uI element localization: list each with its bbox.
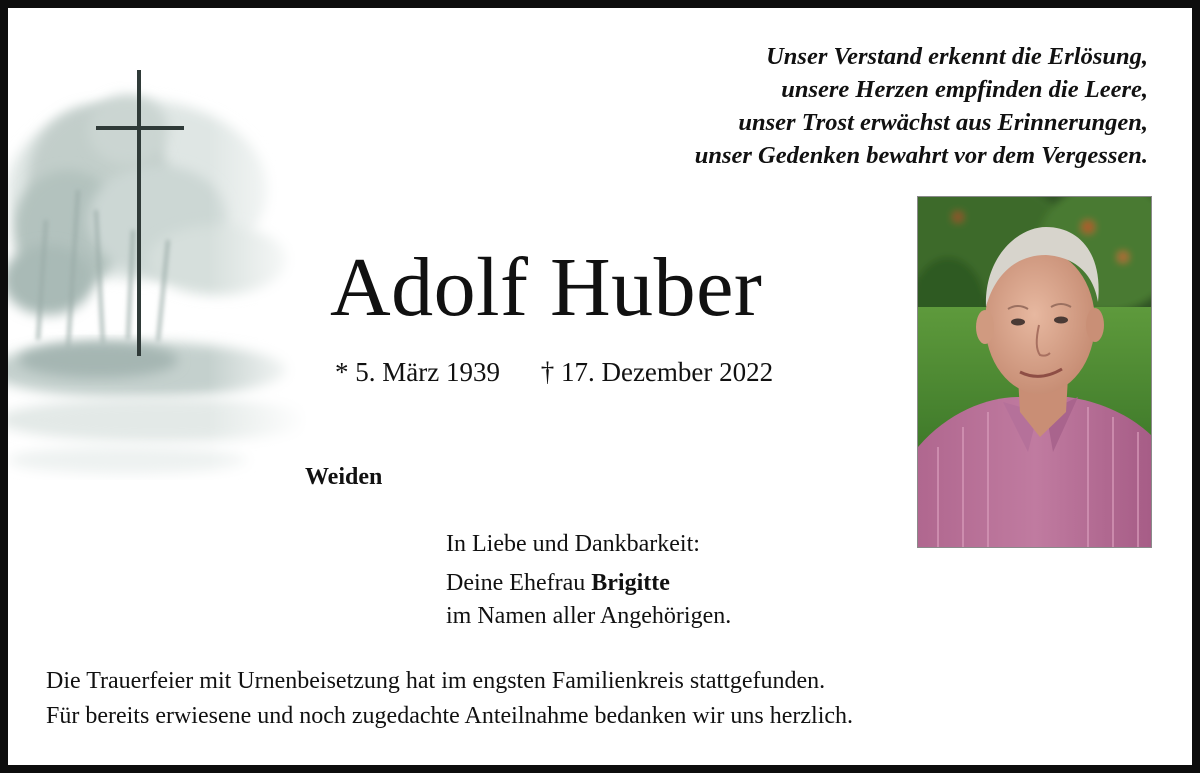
family-signoff xyxy=(446,528,731,633)
memorial-poem xyxy=(448,40,1148,172)
spouse-name: Brigitte xyxy=(591,570,670,596)
signoff-relation: Deine Ehefrau xyxy=(446,570,592,596)
signoff-intro: In Liebe und Dankbarkeit: xyxy=(446,531,700,557)
poem-line: unsere Herzen empfinden die Leere, xyxy=(781,76,1148,103)
poem-line: Unser Verstand erkennt die Erlösung, xyxy=(766,43,1148,70)
birth-date: * 5. März 1939 xyxy=(335,357,500,387)
deceased-name: Adolf Huber xyxy=(330,241,763,334)
footer-line: Die Trauerfeier mit Urnenbeisetzung hat im engsten Familienkreis stattgefunden. xyxy=(46,668,826,694)
poem-line: unser Gedenken bewahrt vor dem Vergessen. xyxy=(694,142,1148,169)
signoff-spouse-line xyxy=(446,567,731,600)
footer-line: Für bereits erwiesene und noch zugedachte Anteilnahme bedanken wir uns herzlich. xyxy=(46,703,854,729)
signoff-family: im Namen aller Angehörigen. xyxy=(446,603,732,629)
death-date: † 17. Dezember 2022 xyxy=(540,357,774,387)
tree-illustration xyxy=(8,70,308,490)
place-of-residence: Weiden xyxy=(305,464,383,490)
tree-cross-illustration xyxy=(8,70,308,490)
funeral-notice xyxy=(46,664,853,734)
life-dates xyxy=(335,354,773,390)
poem-line: unser Trost erwächst aus Erinnerungen, xyxy=(738,109,1148,136)
portrait-photo xyxy=(917,196,1152,548)
